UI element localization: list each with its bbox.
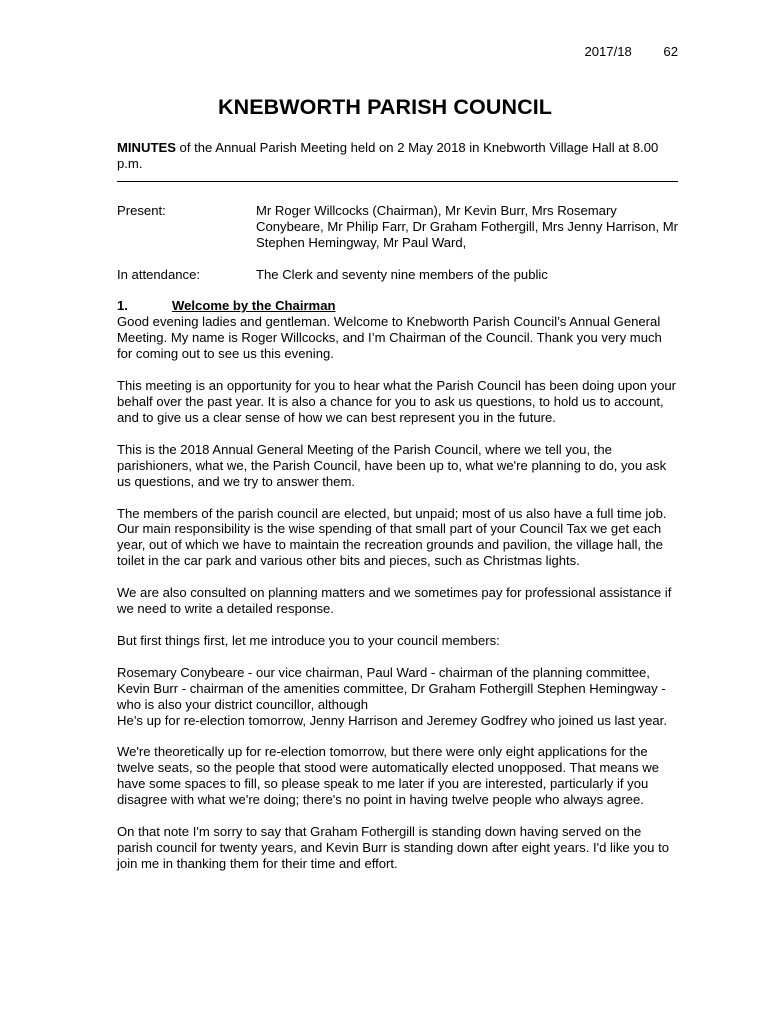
- paragraph-council-members: [117, 665, 680, 729]
- present-value: Mr Roger Willcocks (Chairman), Mr Kevin Burr, Mrs Rosemary Conybeare, Mr Philip Farr, Dr Graham Fothergill, Mrs Jenny Harrison, Mr Stephen Hemingway, Mr Paul Ward,: [256, 202, 679, 250]
- present-label: Present:: [117, 202, 166, 218]
- header-page-number: 62: [663, 44, 678, 59]
- paragraph-planning: We are also consulted on planning matters and we sometimes pay for professional assistance if we need to write a detailed response.: [117, 585, 672, 617]
- attendance-label: In attendance:: [117, 266, 200, 282]
- section-title: Welcome by the Chairman: [172, 298, 336, 314]
- present-row: [117, 203, 680, 251]
- paragraph-election: We're theoretically up for re-election tomorrow, but there were only eight applications for the twelve seats, so the people that stood were automatically elected unopposed. That means we have some spaces to fill, so please speak to me later if you are interested, particularly if you disagree with what we're doing; there's no point in having twelve people who always agree.: [117, 744, 660, 808]
- paragraph-welcome: Good evening ladies and gentleman. Welcome to Knebworth Parish Council’s Annual General Meeting. My name is Roger Willcocks, and I’m Chairman of the Council. Thank you very much for coming out to see us this evening.: [117, 314, 662, 362]
- paragraph-opportunity: This meeting is an opportunity for you to hear what the Parish Council has been doing upon your behalf over the past year. It is also a chance for you to ask us questions, to hold us to account, and to give us a clear sense of how we can best represent you in the future.: [117, 378, 677, 425]
- paragraph-introduce: But first things first, let me introduce you to your council members:: [117, 632, 500, 648]
- document-title: KNEBWORTH PARISH COUNCIL: [217, 95, 553, 119]
- paragraph-agm: This is the 2018 Annual General Meeting of the Parish Council, where we tell you, the parishioners, what we, the Parish Council, have been up to, what we're planning to do, you ask us questions, and we try to answer them.: [117, 441, 667, 489]
- section-number: 1.: [117, 298, 128, 314]
- minutes-text: of the Annual Parish Meeting held on 2 May 2018 in Knebworth Village Hall at 8.00 p.m.: [117, 140, 659, 171]
- council-members-continuation: He’s up for re-election tomorrow, Jenny Harrison and Jeremey Godfrey who joined us last year.: [117, 712, 667, 728]
- section-heading: [117, 298, 680, 314]
- minutes-intro: [117, 140, 680, 172]
- paragraph-members-role: The members of the parish council are elected, but unpaid; most of us also have a full time job. Our main responsibility is the wise spending of that small part of your Council Tax we get each year, out of which we have to maintain the recreation grounds and pavilion, the village hall, the toilet in the car park and various other bits and pieces, such as Christmas lights.: [117, 505, 667, 569]
- horizontal-rule: [117, 181, 678, 182]
- page-header: [584, 44, 678, 60]
- council-members-list: Rosemary Conybeare - our vice chairman, Paul Ward - chairman of the planning committee, Kevin Burr - chairman of the amenities committee, Dr Graham Fothergill Stephen Hemingway - who is also your district councillor, although: [117, 664, 666, 712]
- paragraph-thanks: On that note I'm sorry to say that Graham Fothergill is standing down having served on the parish council for twenty years, and Kevin Burr is standing down after eight years. I'd like you to join me in thanking them for their time and effort.: [117, 824, 669, 871]
- minutes-label: MINUTES: [117, 140, 176, 155]
- attendance-value: The Clerk and seventy nine members of the public: [256, 266, 548, 282]
- attendance-row: [117, 267, 680, 283]
- header-year: 2017/18: [584, 44, 632, 59]
- document-body: [117, 140, 680, 872]
